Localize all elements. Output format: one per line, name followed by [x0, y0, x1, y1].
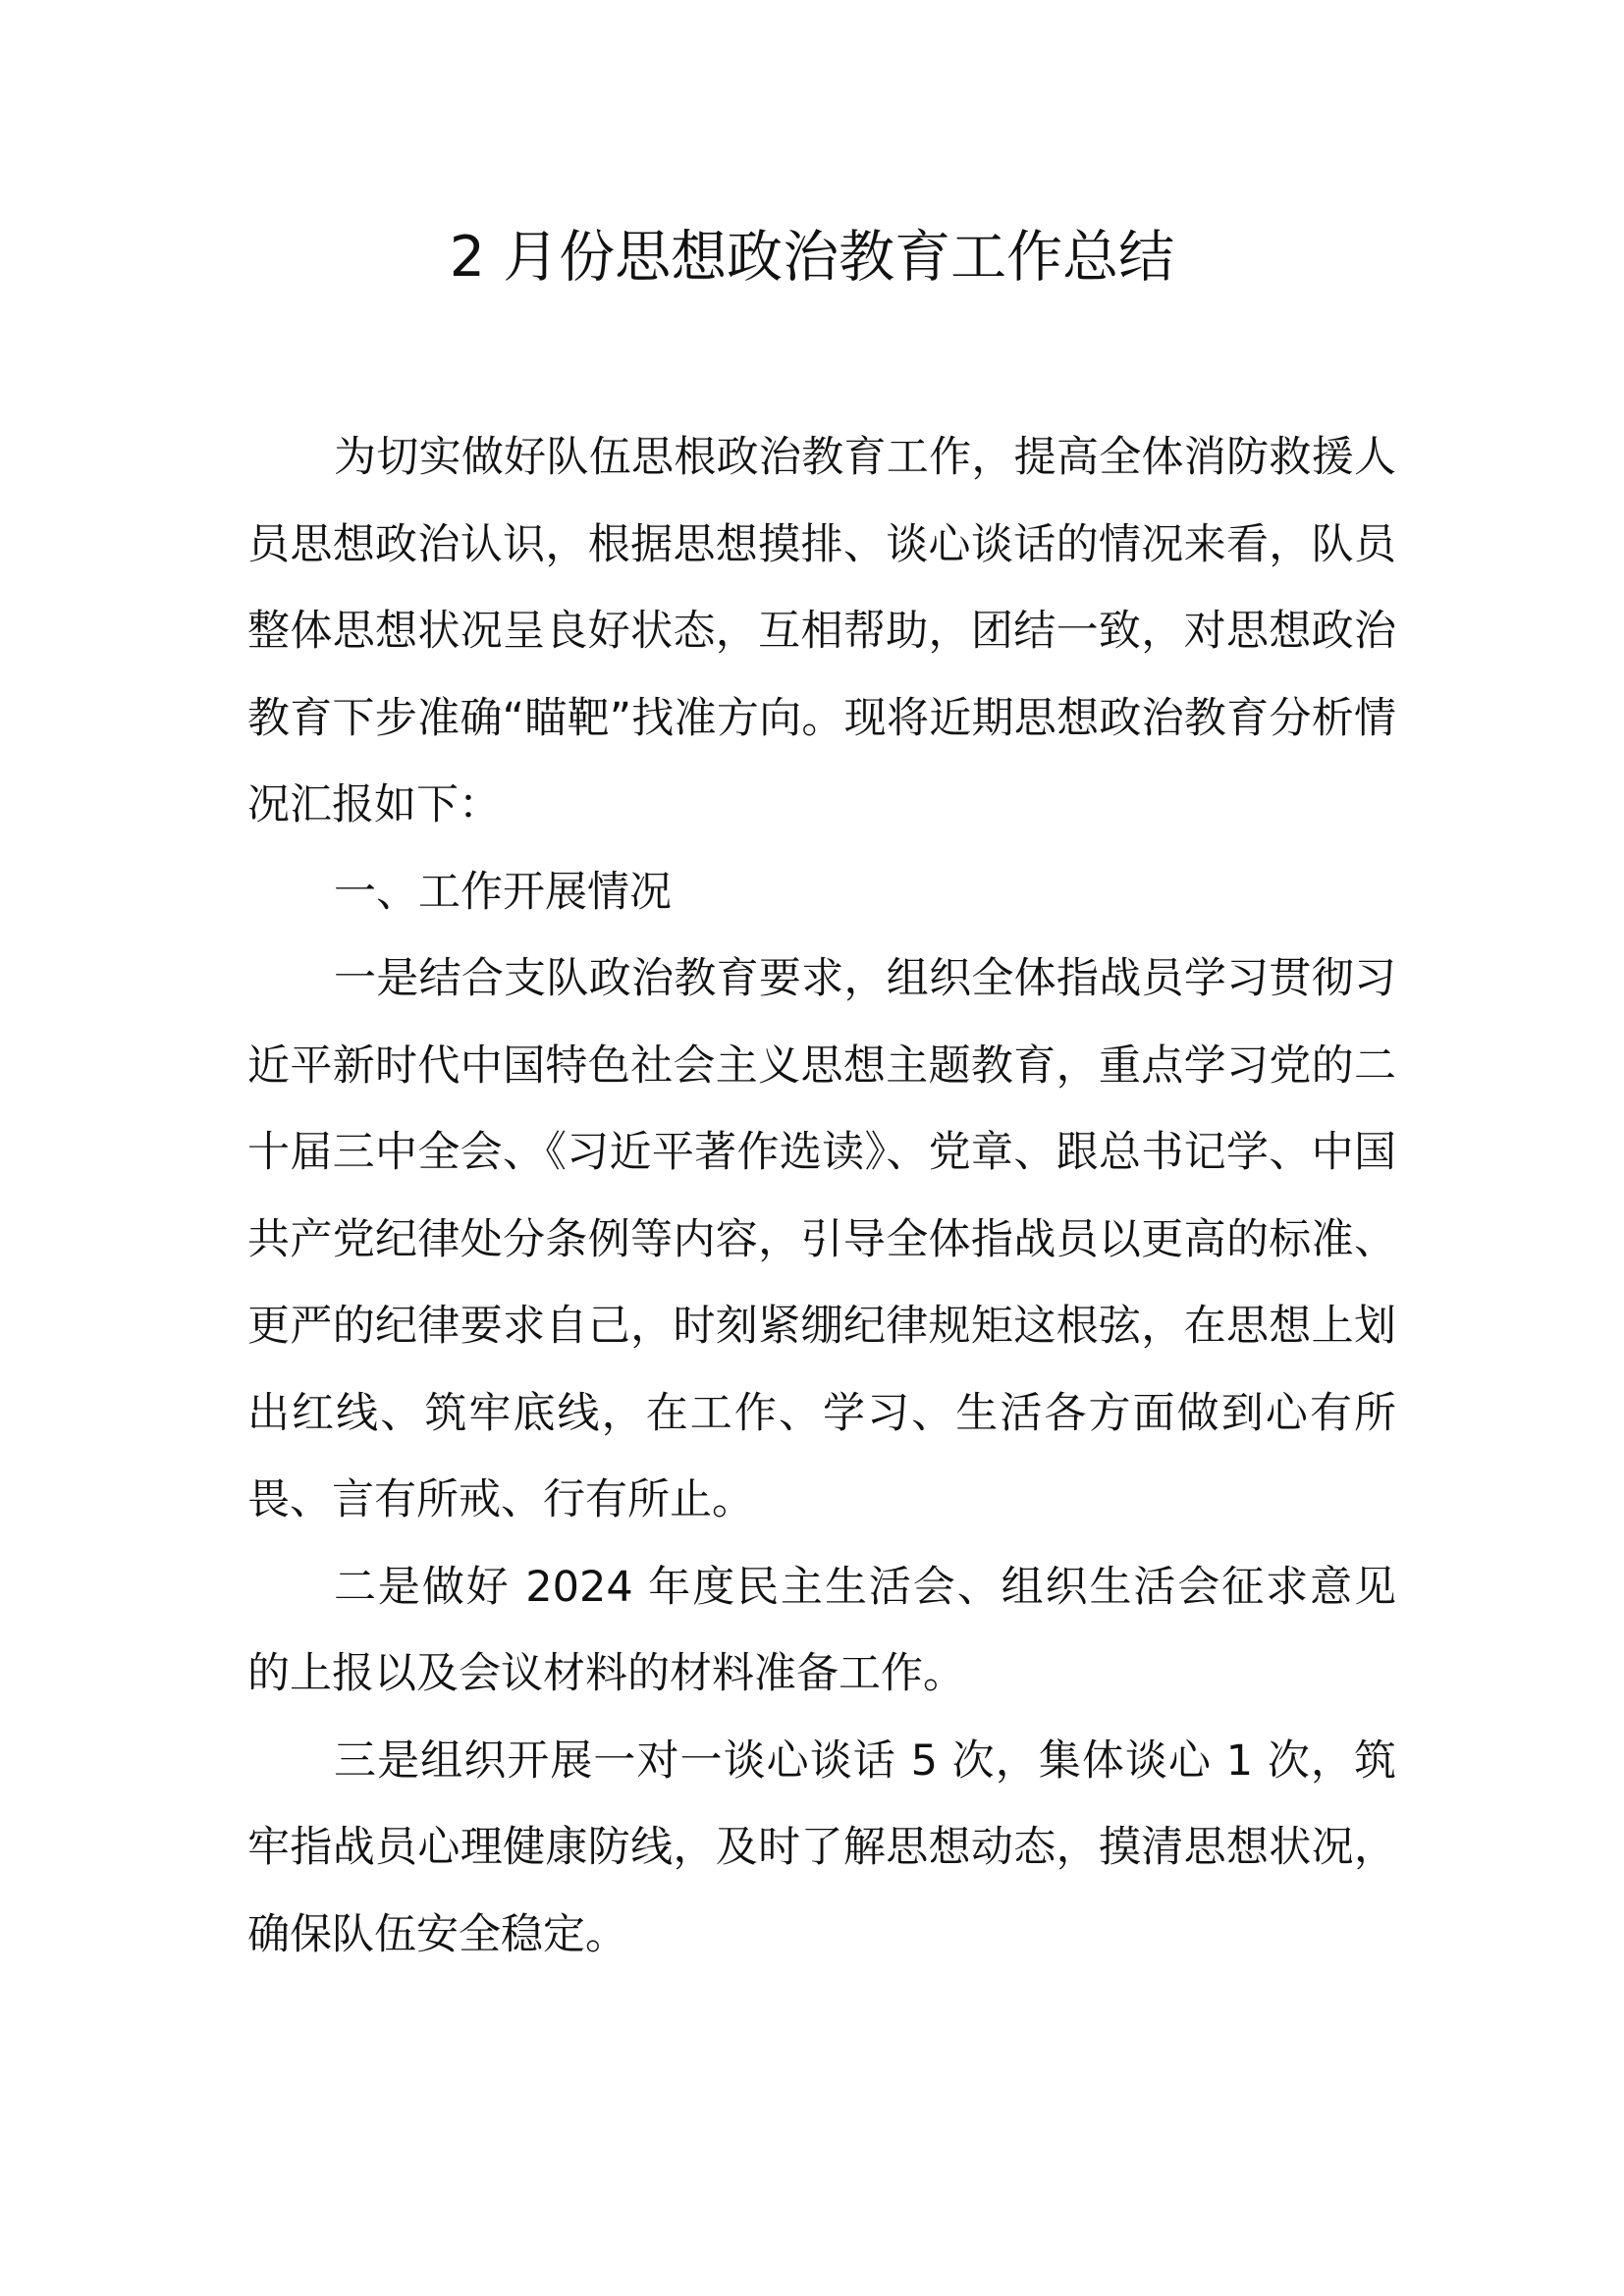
- document-body: [247, 414, 1396, 1978]
- section-heading: 一、工作开展情况: [334, 867, 672, 917]
- paragraph-item-1: 一是结合支队政治教育要求，组织全体指战员学习贯彻习近平新时代中国特色社会主义思想主题教育，重点学习党的二十届三中全会、《习近平著作选读》、党章、跟总书记学、中国共产党纪律处分条例等内容，引导全体指战员以更高的标准、更严的纪律要求自己，时刻紧绷纪律规矩这根弦，在思想上划出红线、筑牢底线，在工作、学习、生活各方面做到心有所畏、言有所戒、行有所止。: [247, 954, 1396, 1524]
- document-title: 2 月份思想政治教育工作总结: [449, 225, 1175, 290]
- intro-paragraph: 为切实做好队伍思根政治教育工作，提高全体消防救援人员思想政治认识，根据思想摸排、谈心谈话的情况来看，队员整体思想状况呈良好状态，互相帮助，团结一致，对思想政治教育下步准确“瞄靶”找准方向。现将近期思想政治教育分析情况汇报如下：: [247, 433, 1396, 829]
- paragraph-item-3: 三是组织开展一对一谈心谈话 5 次，集体谈心 1 次，筑牢指战员心理健康防线，及时了解思想动态，摸清思想状况，确保队伍安全稳定。: [247, 1735, 1396, 1959]
- paragraph-item-2: 二是做好 2024 年度民主生活会、组织生活会征求意见的上报以及会议材料的材料准备工作。: [247, 1562, 1396, 1698]
